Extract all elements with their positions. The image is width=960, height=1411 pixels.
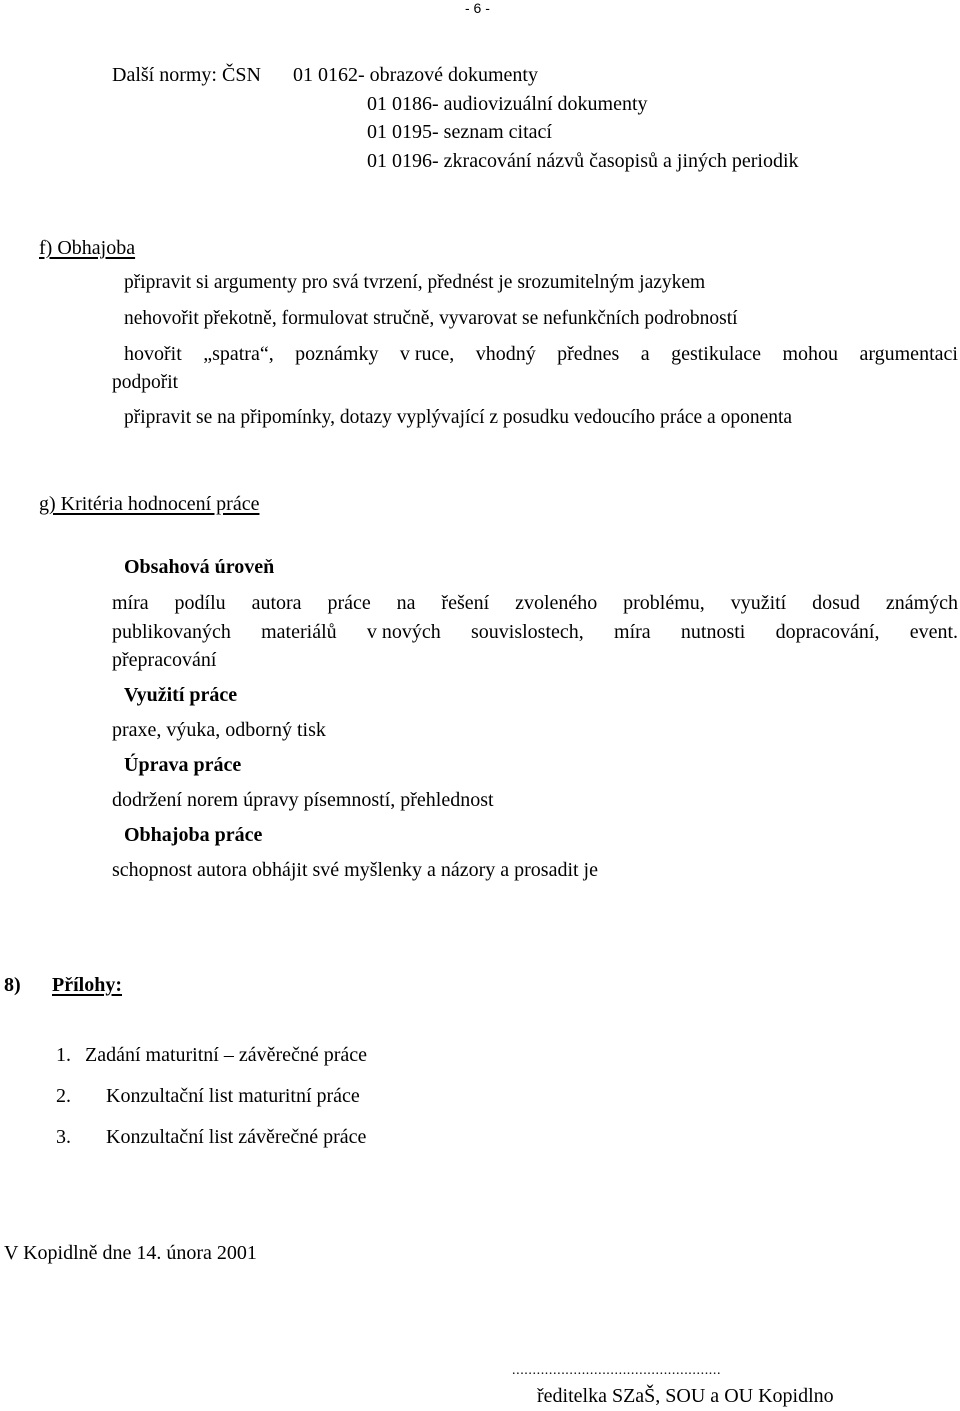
word: publikovaných [112, 621, 231, 643]
word: dopracování, [775, 621, 880, 643]
word: v nových [366, 621, 441, 643]
norms-lead: Další normy: ČSN [112, 64, 261, 86]
word: souvislostech, [471, 621, 584, 643]
signature-name: ředitelka SZaŠ, SOU a OU Kopidlno [537, 1385, 834, 1407]
word: míra [112, 592, 149, 614]
word: zvoleného [515, 592, 598, 614]
defense-line-continuation: podpořit [112, 372, 179, 393]
attachment-number: 2. [56, 1085, 71, 1107]
criteria-content-line [112, 593, 958, 613]
norm-item: 01 0162- obrazové dokumenty [293, 64, 538, 86]
criteria-use-title: Využití práce [124, 684, 238, 706]
norm-item: 01 0196- zkracování názvů časopisů a jiných periodik [367, 150, 799, 172]
criteria-heading: g) Kritéria hodnocení práce [39, 493, 260, 515]
word: gestikulace [671, 343, 762, 365]
criteria-edit-text: dodržení norem úpravy písemností, přehlednost [112, 789, 494, 811]
word: vhodný [475, 343, 536, 365]
word: a [640, 343, 650, 365]
criteria-content-title: Obsahová úroveň [124, 556, 275, 578]
word: materiálů [261, 621, 337, 643]
attachment-text: Zadání maturitní – závěrečné práce [85, 1044, 368, 1066]
criteria-edit-title: Úprava práce [124, 754, 242, 776]
defense-heading: f) Obhajoba [39, 237, 136, 259]
word: hovořit [124, 343, 182, 365]
page-number: - 6 - [465, 0, 490, 16]
word: dosud [812, 592, 860, 614]
word: na [396, 592, 416, 614]
norm-item: 01 0195- seznam citací [367, 121, 552, 143]
attachment-text: Konzultační list maturitní práce [106, 1085, 360, 1107]
defense-justified-line [124, 344, 958, 364]
word: „spatra“, [203, 343, 274, 365]
place-date: V Kopidlně dne 14. února 2001 [4, 1242, 257, 1264]
criteria-content-line [112, 622, 958, 642]
defense-line: připravit si argumenty pro svá tvrzení, přednést je srozumitelným jazykem [124, 272, 706, 293]
word: přednes [557, 343, 620, 365]
word: využití [730, 592, 787, 614]
defense-line: nehovořit překotně, formulovat stručně, vyvarovat se nefunkčních podrobností [124, 308, 738, 329]
word: autora [251, 592, 302, 614]
criteria-content-line: přepracování [112, 649, 217, 671]
word: práce [327, 592, 371, 614]
word: řešení [441, 592, 490, 614]
word: mohou [782, 343, 839, 365]
norm-item: 01 0186- audiovizuální dokumenty [367, 93, 648, 115]
signature-line: ................................................... [512, 1363, 722, 1378]
word: známých [885, 592, 958, 614]
attachments-heading: Přílohy: [52, 974, 122, 996]
word: nutnosti [680, 621, 746, 643]
defense-line: připravit se na připomínky, dotazy vyplývající z posudku vedoucího práce a oponenta [124, 407, 793, 428]
criteria-use-text: praxe, výuka, odborný tisk [112, 719, 326, 741]
attachments-number: 8) [4, 974, 21, 996]
word: event. [909, 621, 958, 643]
word: míra [614, 621, 651, 643]
word: problému, [623, 592, 705, 614]
word: argumentaci [859, 343, 958, 365]
word: podílu [174, 592, 226, 614]
word: v ruce, [399, 343, 455, 365]
criteria-defense-title: Obhajoba práce [124, 824, 263, 846]
criteria-defense-text: schopnost autora obhájit své myšlenky a názory a prosadit je [112, 859, 598, 881]
word: poznámky [295, 343, 379, 365]
attachment-text: Konzultační list závěrečné práce [106, 1126, 367, 1148]
attachment-number: 3. [56, 1126, 71, 1148]
attachment-number: 1. [56, 1044, 71, 1066]
